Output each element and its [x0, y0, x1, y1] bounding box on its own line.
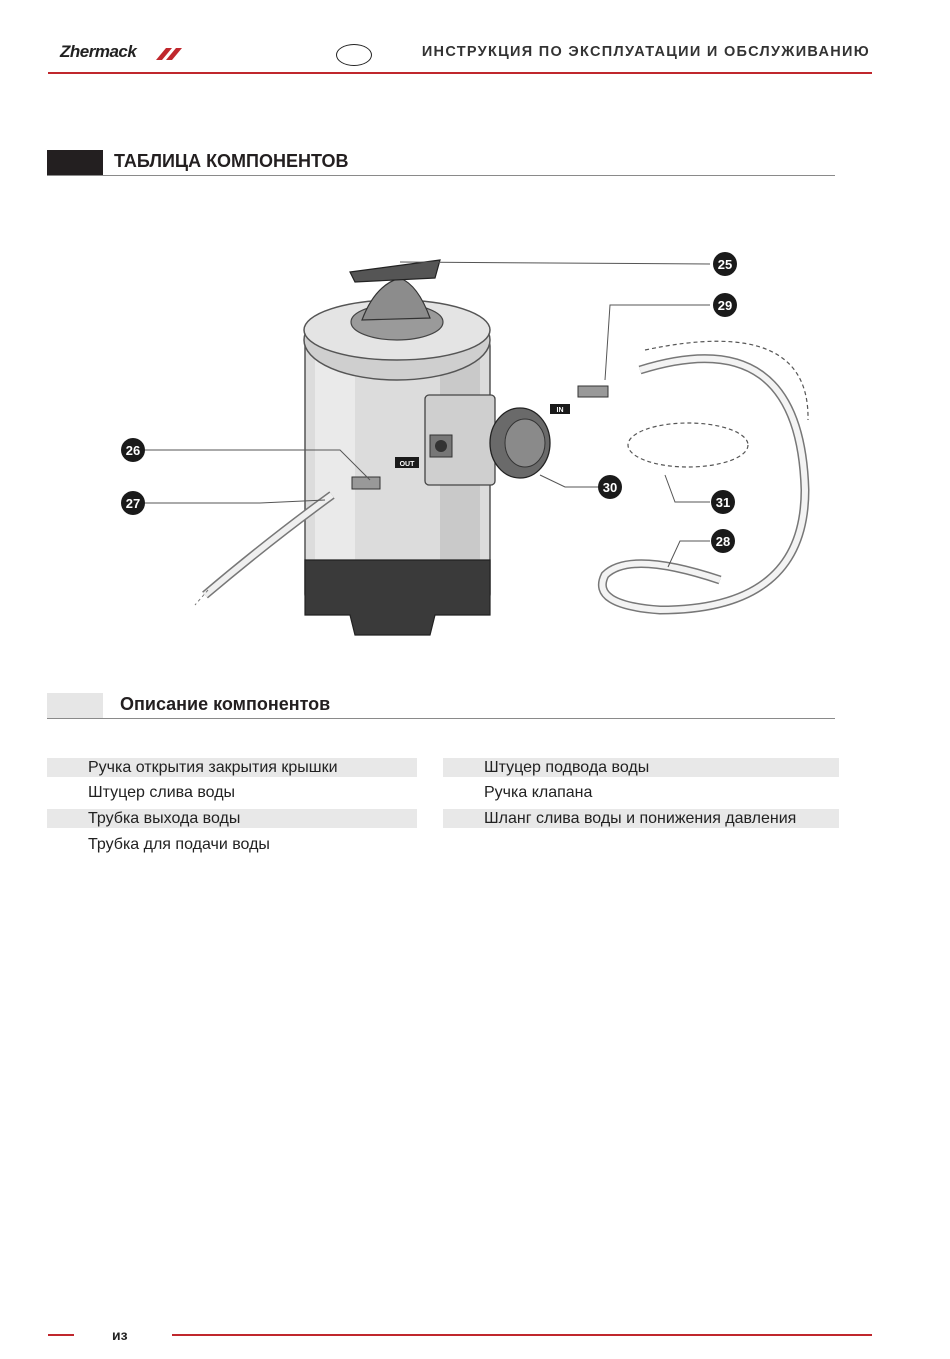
list-item [443, 809, 839, 828]
svg-text:27: 27 [125, 496, 141, 511]
list-item-label: Ручка клапана [484, 784, 593, 801]
list-item [443, 758, 839, 777]
svg-text:25: 25 [717, 257, 733, 272]
footer-rule-right [172, 1334, 872, 1336]
list-item-label: Штуцер подвода воды [484, 759, 650, 776]
callout-29 [713, 293, 737, 317]
logo-mark-icon [150, 46, 184, 62]
list-item [47, 758, 417, 777]
header-rule [48, 72, 872, 74]
svg-text:26: 26 [125, 443, 141, 458]
section-marker [47, 693, 103, 719]
language-badge [336, 44, 372, 66]
callout-30 [598, 475, 622, 499]
list-item-label: Трубка выхода воды [88, 810, 241, 827]
section-rule [47, 175, 835, 176]
list-item-label: Шланг слива воды и понижения давления [484, 810, 797, 827]
svg-text:28: 28 [715, 534, 731, 549]
callout-28 [711, 529, 735, 553]
callout-27 [121, 491, 145, 515]
valve-head [425, 395, 550, 485]
list-item [443, 783, 839, 802]
document-title: ИНСТРУКЦИЯ ПО ЭКСПЛУАТАЦИИ И ОБСЛУЖИВАНИЮ [421, 44, 870, 60]
list-item-label: Штуцер слива воды [88, 784, 236, 801]
callout-31 [711, 490, 735, 514]
out-label: OUT [399, 461, 415, 468]
svg-text:31: 31 [715, 495, 731, 510]
list-item [47, 835, 417, 854]
svg-text:30: 30 [602, 480, 618, 495]
brand-logo: Zhermack [60, 42, 137, 61]
in-label: IN [556, 407, 564, 414]
section-marker [47, 150, 103, 176]
list-item-label: Трубка для подачи воды [88, 836, 270, 853]
list-item [47, 809, 417, 828]
water-softener-diagram [100, 230, 850, 660]
footer-rule-left [48, 1334, 74, 1336]
callout-26 [121, 438, 145, 462]
section-title: Описание компонентов [120, 694, 331, 714]
list-item [47, 783, 417, 802]
list-item-label: Ручка открытия закрытия крышки [88, 759, 338, 776]
svg-text:29: 29 [717, 298, 733, 313]
page-indicator: из [112, 1327, 128, 1343]
section-rule [47, 718, 835, 719]
callout-25 [713, 252, 737, 276]
section-title: ТАБЛИЦА КОМПОНЕНТОВ [114, 151, 349, 171]
